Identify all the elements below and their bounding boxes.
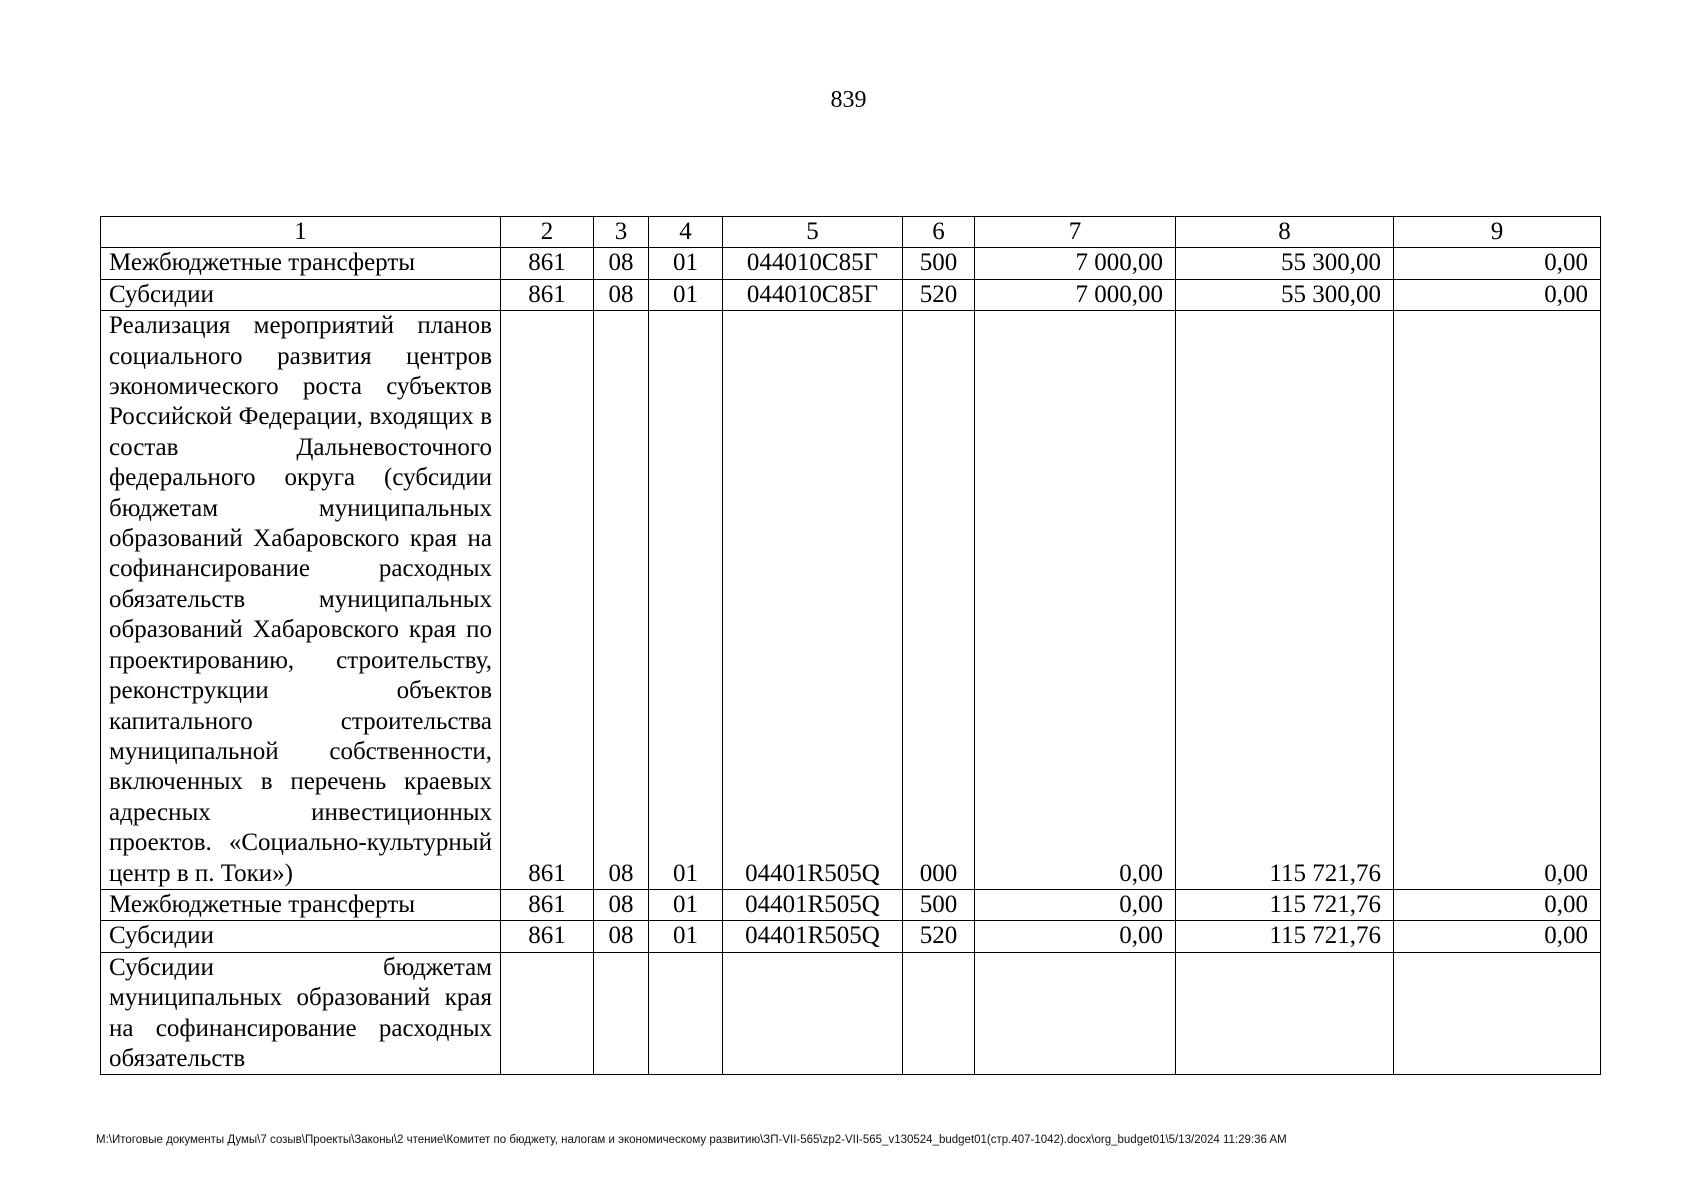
- table-row: [101, 279, 1601, 310]
- empty-cell: [1394, 952, 1601, 1075]
- target-article-code: 044010С85Г: [723, 248, 903, 279]
- amount-col7: 0,00: [975, 921, 1176, 952]
- header-cell: 2: [501, 217, 594, 248]
- section-code: 08: [594, 921, 649, 952]
- footer-file-path: M:\Итоговые документы Думы\7 созыв\Проекты\Законы\2 чтение\Комитет по бюджету, налогам и экономическому развитию\ЗП-VII-565\zp2-VII-565_v130524_budget01(стр.407-1042).docx\org_budget01\5/13/2024 11:29:36 AM: [96, 1134, 1287, 1146]
- target-article-code: 04401R505Q: [723, 921, 903, 952]
- expense-type-code: 500: [903, 248, 975, 279]
- section-code: 08: [594, 889, 649, 920]
- budget-table: [100, 216, 1601, 1075]
- amount-col9: 0,00: [1394, 889, 1601, 920]
- table-row: [101, 311, 1601, 890]
- subsection-code: 01: [649, 889, 723, 920]
- empty-cell: [501, 952, 594, 1075]
- subsection-code: 01: [649, 921, 723, 952]
- header-cell: 8: [1176, 217, 1394, 248]
- table-row: [101, 248, 1601, 279]
- amount-col8: 115 721,76: [1176, 311, 1394, 890]
- row-name: Субсидии бюджетам муниципальных образований края на софинансирование расходных обязательств: [101, 952, 501, 1075]
- row-name: Реализация мероприятий планов социального развития центров экономического роста субъектов Российской Федерации, входящих в состав Дальневосточного федерального округа (субсидии бюджетам муниципальных образований Хабаровского края на софинансирование расходных обязательств муниципальных образований Хабаровского края по проектированию, строительству, реконструкции объектов капитального строительства муниципальной собственности, включенных в перечень краевых адресных инвестиционных проектов. «Социально-культурный центр в п. Токи»): [101, 311, 501, 890]
- row-name: Субсидии: [101, 921, 501, 952]
- amount-col8: 55 300,00: [1176, 248, 1394, 279]
- ministry-code: 861: [501, 921, 594, 952]
- empty-cell: [723, 952, 903, 1075]
- table-row: [101, 952, 1601, 1075]
- header-cell: 4: [649, 217, 723, 248]
- page-number: 839: [830, 87, 867, 113]
- amount-col7: 7 000,00: [975, 279, 1176, 310]
- table-row: [101, 889, 1601, 920]
- row-name: Межбюджетные трансферты: [101, 889, 501, 920]
- empty-cell: [649, 952, 723, 1075]
- amount-col8: 115 721,76: [1176, 889, 1394, 920]
- target-article-code: 04401R505Q: [723, 311, 903, 890]
- empty-cell: [1176, 952, 1394, 1075]
- amount-col9: 0,00: [1394, 248, 1601, 279]
- header-cell: 7: [975, 217, 1176, 248]
- expense-type-code: 500: [903, 889, 975, 920]
- section-code: 08: [594, 248, 649, 279]
- row-name: Субсидии: [101, 279, 501, 310]
- subsection-code: 01: [649, 248, 723, 279]
- expense-type-code: 520: [903, 279, 975, 310]
- empty-cell: [975, 952, 1176, 1075]
- section-code: 08: [594, 279, 649, 310]
- section-code: 08: [594, 311, 649, 890]
- expense-type-code: 520: [903, 921, 975, 952]
- amount-col7: 7 000,00: [975, 248, 1176, 279]
- ministry-code: 861: [501, 311, 594, 890]
- amount-col9: 0,00: [1394, 921, 1601, 952]
- ministry-code: 861: [501, 248, 594, 279]
- table-row: [101, 921, 1601, 952]
- amount-col8: 55 300,00: [1176, 279, 1394, 310]
- target-article-code: 04401R505Q: [723, 889, 903, 920]
- amount-col9: 0,00: [1394, 311, 1601, 890]
- empty-cell: [594, 952, 649, 1075]
- header-cell: 1: [101, 217, 501, 248]
- expense-type-code: 000: [903, 311, 975, 890]
- subsection-code: 01: [649, 311, 723, 890]
- amount-col7: 0,00: [975, 311, 1176, 890]
- header-cell: 5: [723, 217, 903, 248]
- amount-col9: 0,00: [1394, 279, 1601, 310]
- header-cell: 6: [903, 217, 975, 248]
- target-article-code: 044010С85Г: [723, 279, 903, 310]
- ministry-code: 861: [501, 279, 594, 310]
- row-name: Межбюджетные трансферты: [101, 248, 501, 279]
- amount-col8: 115 721,76: [1176, 921, 1394, 952]
- header-cell: 9: [1394, 217, 1601, 248]
- ministry-code: 861: [501, 889, 594, 920]
- amount-col7: 0,00: [975, 889, 1176, 920]
- subsection-code: 01: [649, 279, 723, 310]
- empty-cell: [903, 952, 975, 1075]
- table-header-row: [101, 217, 1601, 248]
- header-cell: 3: [594, 217, 649, 248]
